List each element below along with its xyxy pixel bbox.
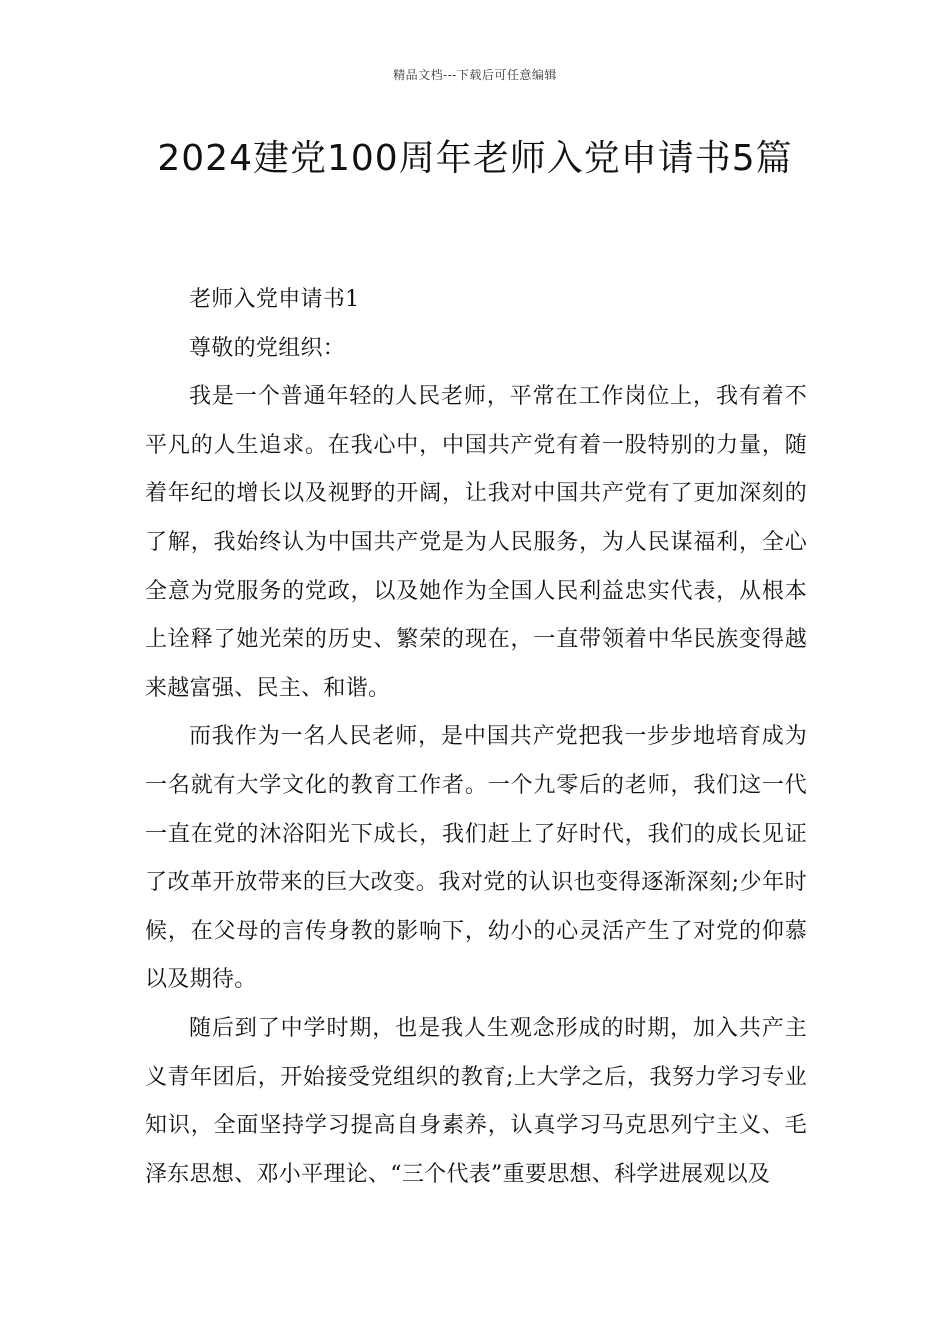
- document-body: [145, 276, 807, 1199]
- body-paragraph: 随后到了中学时期，也是我人生观念形成的时期，加入共产主义青年团后，开始接受党组织的教育;上大学之后，我努力学习专业知识，全面坚持学习提高自身素养，认真学习马克思列宁主义、毛泽东思想、邓小平理论、“三个代表”重要思想、科学进展观以及: [145, 1015, 807, 1187]
- document-title: 2024建党100周年老师入党申请书5篇: [157, 138, 793, 179]
- body-paragraph: 而我作为一名人民老师，是中国共产党把我一步步地培育成为一名就有大学文化的教育工作者。一个九零后的老师，我们这一代一直在党的沐浴阳光下成长，我们赶上了好时代，我们的成长见证了改革开放带来的巨大改变。我对党的认识也变得逐渐深刻;少年时候，在父母的言传身教的影响下，幼小的心灵活产生了对党的仰慕以及期待。: [145, 724, 807, 993]
- section-heading: 老师入党申请书1: [189, 287, 360, 312]
- header-note: 精品文档---下载后可任意编辑: [393, 68, 557, 82]
- body-paragraph: 我是一个普通年轻的人民老师，平常在工作岗位上，我有着不平凡的人生追求。在我心中，中国共产党有着一股特别的力量，随着年纪的增长以及视野的开阔，让我对中国共产党有了更加深刻的了解，我始终认为中国共产党是为人民服务，为人民谋福利，全心全意为党服务的党政，以及她作为全国人民利益忠实代表，从根本上诠释了她光荣的历史、繁荣的现在，一直带领着中华民族变得越来越富强、民主、和谐。: [145, 384, 807, 701]
- salutation: 尊敬的党组织：: [189, 335, 346, 361]
